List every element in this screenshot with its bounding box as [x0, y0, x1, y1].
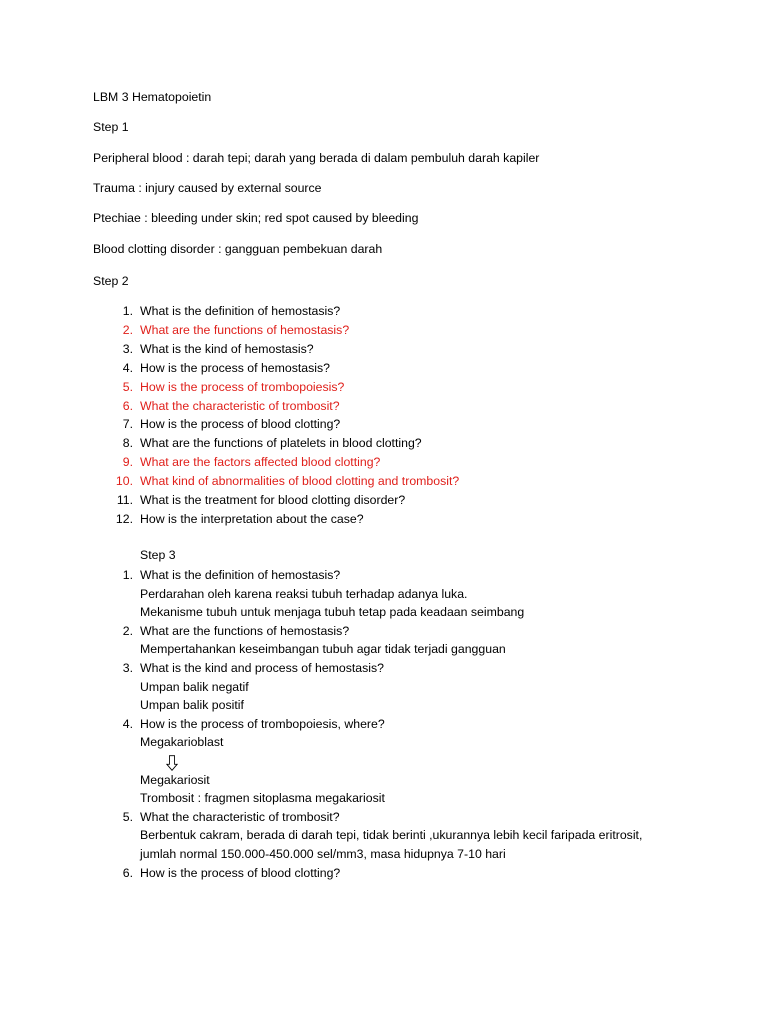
list-item-number: 12.: [115, 511, 133, 526]
list-item-number: 3.: [122, 341, 133, 356]
answer-line: jumlah normal 150.000-450.000 sel/mm3, masa hidupnya 7-10 hari: [140, 847, 506, 861]
list-item-number: 6.: [122, 865, 133, 880]
answer-line: Umpan balik positif: [140, 698, 244, 713]
answer-line: Umpan balik negatif: [140, 679, 249, 694]
list-item-text: What is the kind and process of hemostasis?: [140, 661, 385, 675]
list-item-text: What is the kind of hemostasis?: [140, 341, 314, 356]
list-item-text: What the characteristic of trombosit?: [140, 809, 340, 824]
list-item-number: 2.: [122, 623, 133, 638]
list-item-number: 10.: [115, 474, 133, 489]
list-item-text: What are the factors affected blood clotting?: [140, 455, 381, 470]
list-item-number: 1.: [122, 568, 133, 582]
list-item-text: What kind of abnormalities of blood clotting and trombosit?: [140, 474, 460, 489]
list-item-number: 7.: [122, 417, 133, 432]
list-item-number: 3.: [122, 661, 133, 675]
step2-heading: Step 2: [93, 274, 129, 288]
list-item-number: 5.: [122, 379, 133, 394]
list-item-number: 9.: [122, 455, 133, 470]
list-item-text: How is the process of blood clotting?: [140, 417, 341, 432]
definition-line: Blood clotting disorder : gangguan pembekuan darah: [93, 242, 383, 256]
list-item-text: How is the interpretation about the case?: [140, 511, 364, 526]
list-item-number: 11.: [116, 493, 133, 507]
answer-line: Trombosit : fragmen sitoplasma megakariosit: [140, 791, 385, 806]
answer-line: Megakariosit: [140, 772, 210, 787]
answer-line: Mempertahankan keseimbangan tubuh agar tidak terjadi gangguan: [140, 642, 506, 657]
down-arrow-icon: [166, 754, 178, 772]
answer-line: Megakarioblast: [140, 735, 224, 750]
answer-line: Berbentuk cakram, berada di darah tepi, tidak berinti ,ukurannya lebih kecil faripada eritrosit,: [140, 828, 643, 843]
definition-line: Trauma : injury caused by external source: [93, 181, 322, 195]
answer-line: Perdarahan oleh karena reaksi tubuh terhadap adanya luka.: [140, 586, 468, 601]
definition-line: Ptechiae : bleeding under skin; red spot caused by bleeding: [93, 211, 419, 225]
list-item-number: 8.: [122, 436, 133, 451]
list-item-text: What are the functions of hemostasis?: [140, 322, 350, 337]
list-item-text: What is the definition of hemostasis?: [140, 304, 341, 318]
list-item-text: How is the process of trombopoiesis, where?: [140, 716, 385, 731]
list-item-text: What are the functions of platelets in blood clotting?: [140, 436, 422, 451]
list-item-text: How is the process of hemostasis?: [140, 360, 331, 375]
answer-line: Mekanisme tubuh untuk menjaga tubuh tetap pada keadaan seimbang: [140, 605, 525, 620]
step1-heading: Step 1: [93, 120, 129, 134]
definition-line: Peripheral blood : darah tepi; darah yang berada di dalam pembuluh darah kapiler: [93, 151, 540, 165]
list-item-text: What is the definition of hemostasis?: [140, 568, 341, 582]
step3-heading: Step 3: [140, 548, 176, 562]
list-item-text: What is the treatment for blood clotting disorder?: [140, 493, 406, 507]
list-item-text: What are the functions of hemostasis?: [140, 623, 350, 638]
list-item-number: 4.: [122, 360, 133, 375]
list-item-number: 4.: [122, 716, 133, 731]
list-item-number: 5.: [122, 809, 133, 824]
list-item-text: How is the process of trombopoiesis?: [140, 379, 345, 394]
list-item-number: 1.: [122, 304, 133, 318]
document-title: LBM 3 Hematopoietin: [93, 90, 212, 104]
list-item-number: 6.: [122, 398, 133, 413]
list-item-text: What the characteristic of trombosit?: [140, 398, 340, 413]
list-item-text: How is the process of blood clotting?: [140, 865, 341, 880]
list-item-number: 2.: [122, 322, 133, 337]
